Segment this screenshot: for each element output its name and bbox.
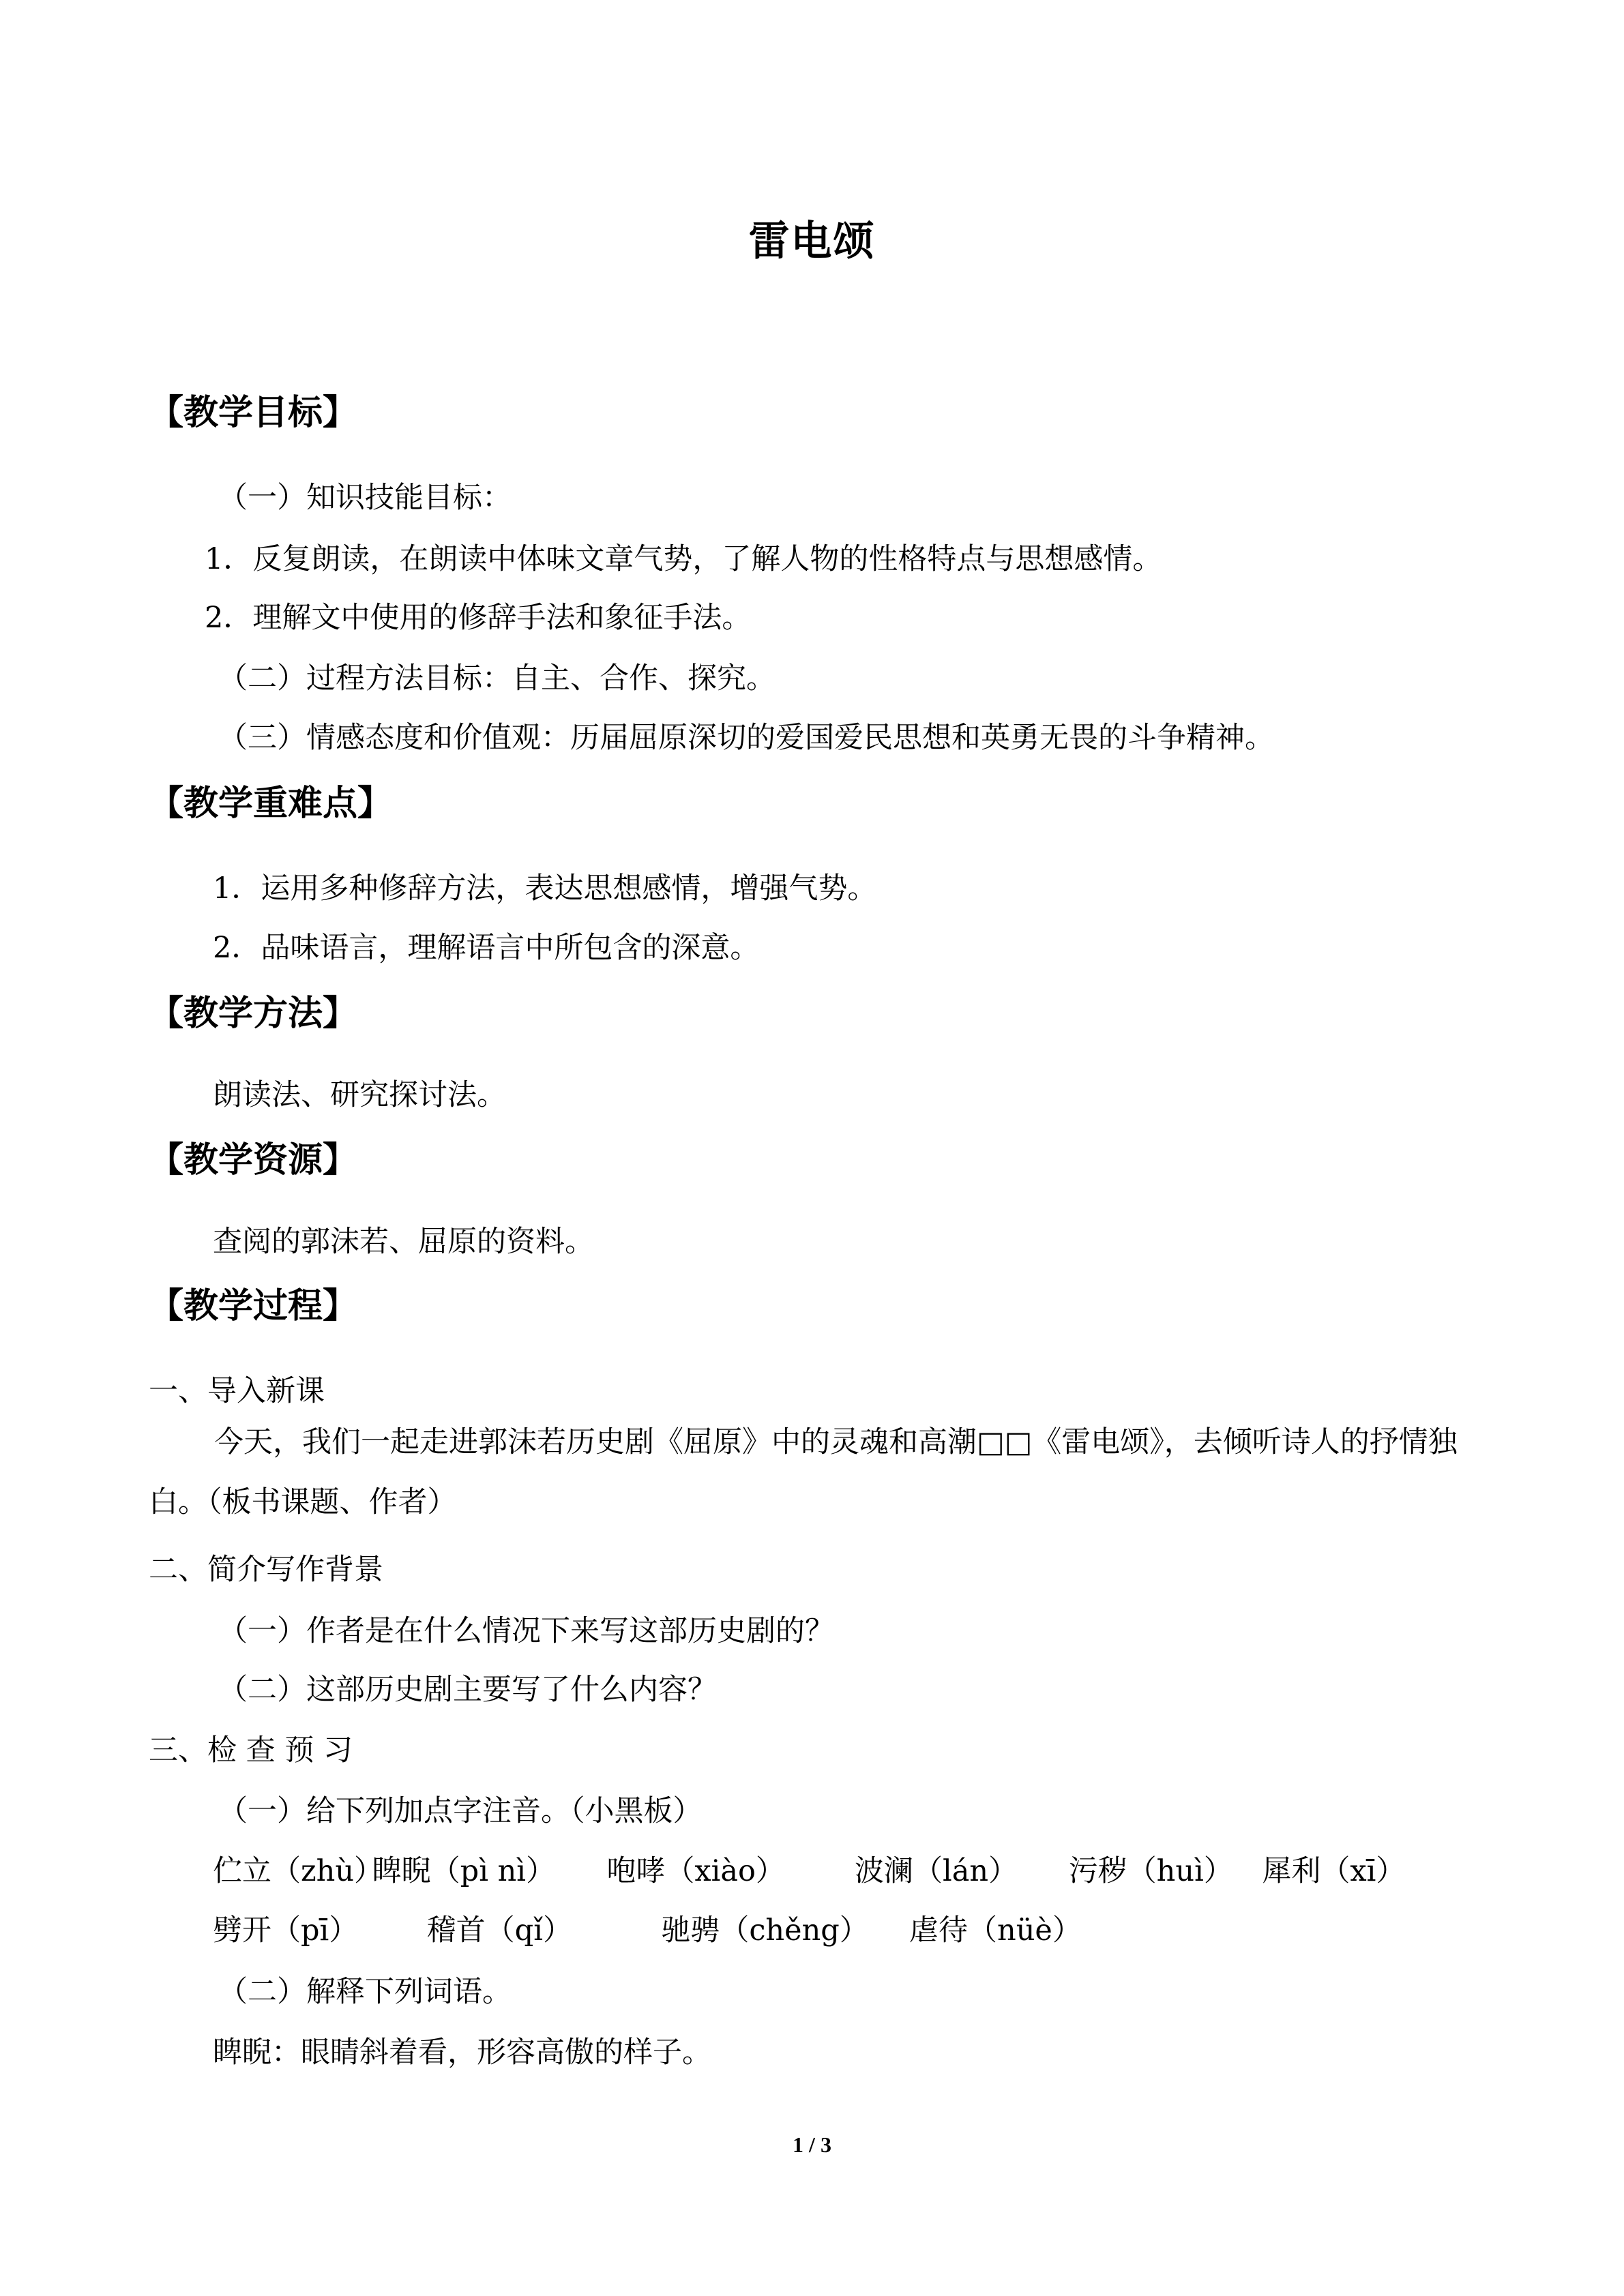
pinyin-item: 伫立（zhù） <box>213 1854 384 1888</box>
goals-subheading-process: （二）过程方法目标：自主、合作、探究。 <box>218 661 776 696</box>
section-heading-goals: 【教学目标】 <box>149 393 358 433</box>
process-step-3-title: 三、检 查 预 习 <box>149 1733 353 1768</box>
pinyin-item: 犀利（xī） <box>1262 1854 1406 1888</box>
process-step-1-title: 一、导入新课 <box>149 1374 325 1408</box>
section-heading-methods: 【教学方法】 <box>149 994 358 1034</box>
methods-text: 朗读法、研究探讨法。 <box>213 1078 506 1112</box>
pinyin-item: 咆哮（xiào） <box>606 1854 785 1888</box>
page-number: 1 / 3 <box>793 2132 831 2157</box>
keypoints-item-2: 2．品味语言，理解语言中所包含的深意。 <box>213 931 760 965</box>
section-heading-resources: 【教学资源】 <box>149 1140 358 1180</box>
goals-subheading-emotion: （三）情感态度和价值观：历届屈原深切的爱国爱民思想和英勇无畏的斗争精神。 <box>218 721 1274 755</box>
goals-item-2: 2．理解文中使用的修辞手法和象征手法。 <box>205 601 752 635</box>
pinyin-item: 驰骋（chěng） <box>661 1913 869 1948</box>
process-step-2-title: 二、简介写作背景 <box>149 1553 383 1587</box>
process-step-2-question-2: （二）这部历史剧主要写了什么内容？ <box>218 1673 717 1707</box>
goals-item-1: 1．反复朗读，在朗读中体味文章气势，了解人物的性格特点与思想感情。 <box>205 542 1162 576</box>
pinyin-row-2 <box>213 1911 1082 1950</box>
pinyin-item: 污秽（huì） <box>1068 1854 1233 1888</box>
pinyin-row-1 <box>213 1852 1405 1890</box>
resources-text: 查阅的郭沫若、屈原的资料。 <box>213 1225 594 1259</box>
definition-1: 睥睨：眼睛斜着看，形容高傲的样子。 <box>213 2036 711 2070</box>
process-step-1-text: 今天，我们一起走进郭沫若历史剧《屈原》中的灵魂和高潮□□《雷电颂》，去倾听诗人的抒情独白。（板书课题、作者） <box>149 1425 1458 1519</box>
document-title: 雷电颂 <box>748 218 876 265</box>
pinyin-item: 波澜（lán） <box>855 1854 1018 1888</box>
section-heading-process: 【教学过程】 <box>149 1286 358 1326</box>
pinyin-item: 睥睨（pì nì） <box>372 1854 556 1888</box>
goals-subheading-knowledge: （一）知识技能目标： <box>218 481 512 515</box>
process-step-3-subheading-2: （二）解释下列词语。 <box>218 1975 512 2009</box>
section-heading-keypoints: 【教学重难点】 <box>149 784 393 824</box>
process-step-2-question-1: （一）作者是在什么情况下来写这部历史剧的？ <box>218 1614 834 1648</box>
process-step-3-subheading-1: （一）给下列加点字注音。（小黑板） <box>218 1794 703 1828</box>
pinyin-item: 稽首（qǐ） <box>426 1913 572 1948</box>
keypoints-item-1: 1．运用多种修辞方法，表达思想感情，增强气势。 <box>213 871 877 906</box>
pinyin-item: 劈开（pī） <box>213 1913 359 1948</box>
pinyin-item: 虐待（nüè） <box>909 1913 1082 1948</box>
